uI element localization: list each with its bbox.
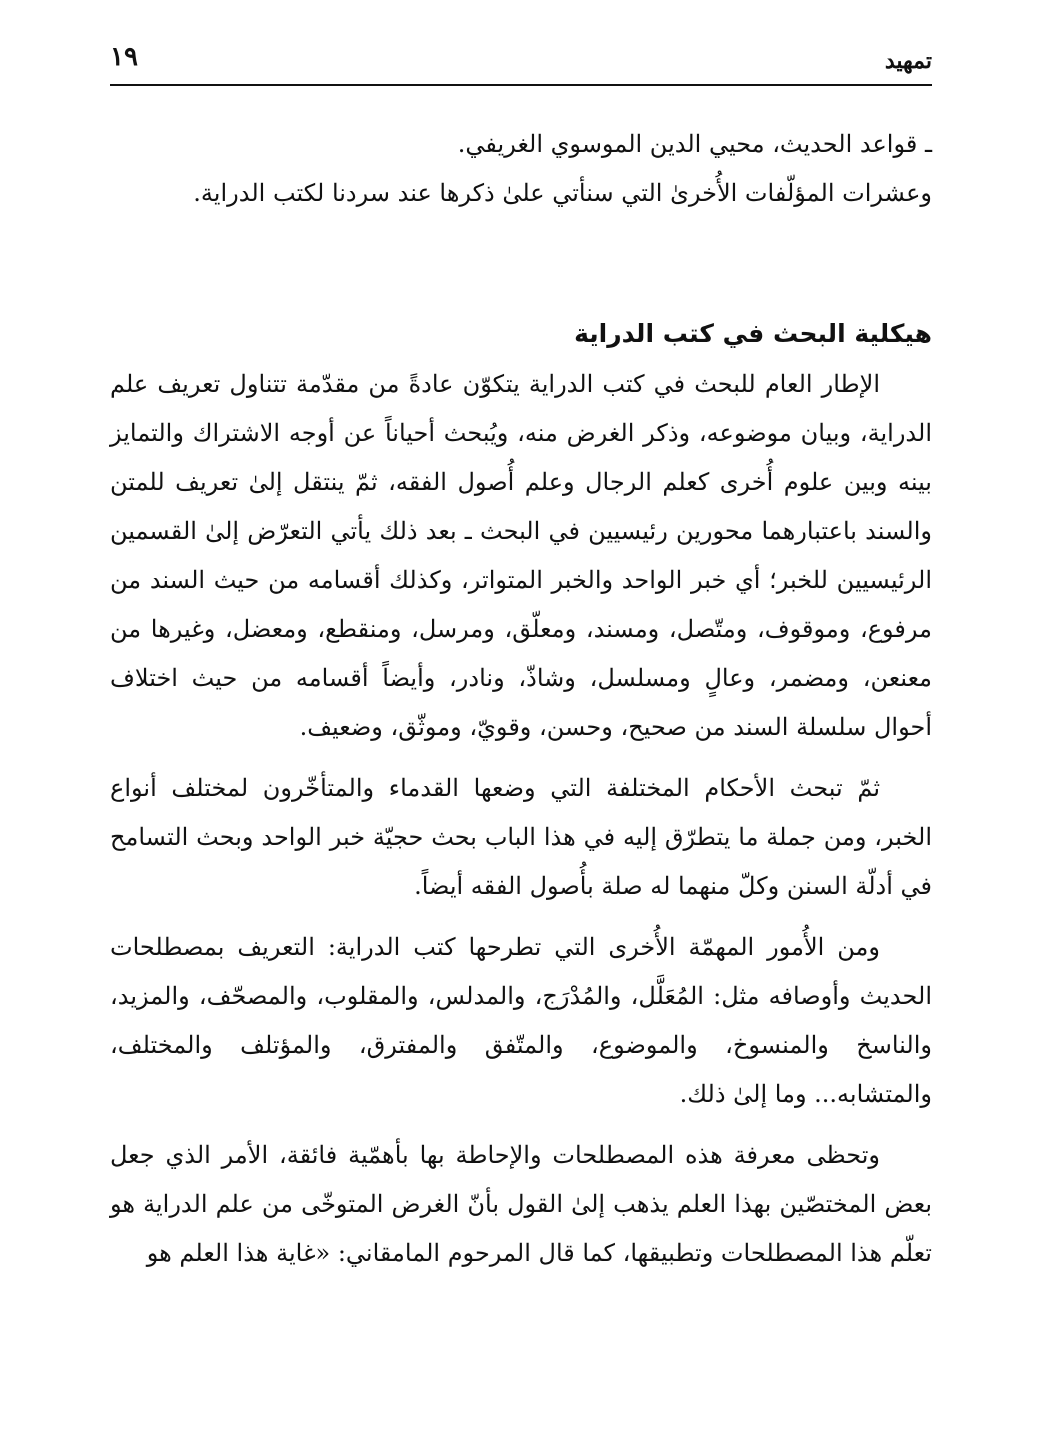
body-paragraph-3: ومن الأُمور المهمّة الأُخرى التي تطرحها كتب الدراية: التعريف بمصطلحات الحديث وأوصافه مثل: المُعَلَّل، والمُدْرَج، والمدلس، والمقلوب، والمصحّف، والمزيد، والناسخ والمنسوخ، والموضوع، والمتّفق والمفترق، والمؤتلف والمختلف، والمتشابه... وما إلىٰ ذلك. xyxy=(110,933,932,1108)
running-title: تمهيد xyxy=(884,48,932,74)
body-paragraph-2: ثمّ تبحث الأحكام المختلفة التي وضعها القدماء والمتأخّرون لمختلف أنواع الخبر، ومن جملة ما يتطرّق إليه في هذا الباب بحث حجيّة خبر الواحد وبحث التسامح في أدلّة السنن وكلّ منهما له صلة بأُصول الفقه أيضاً. xyxy=(110,774,932,900)
body-paragraph-4: وتحظى معرفة هذه المصطلحات والإحاطة بها بأهمّية فائقة، الأمر الذي جعل بعض المختصّين بهذا العلم يذهب إلىٰ القول بأنّ الغرض المتوخّى من علم الدراية هو تعلّم هذا المصطلحات وتطبيقها، كما قال المرحوم المامقاني: «غاية هذا العلم هو xyxy=(110,1141,932,1267)
body-paragraph-1: الإطار العام للبحث في كتب الدراية يتكوّن عادةً من مقدّمة تتناول تعريف علم الدراية، وبيان موضوعه، وذكر الغرض منه، ويُبحث أحياناً عن أوجه الاشتراك والتمايز بينه وبين علوم أُخرى كعلم الرجال وعلم أُصول الفقه، ثمّ ينتقل إلىٰ تعريف للمتن والسند باعتبارهما محورين رئيسيين في البحث ـ بعد ذلك يأتي التعرّض إلىٰ القسمين الرئيسيين للخبر؛ أي خبر الواحد والخبر المتواتر، وكذلك أقسامه من حيث السند من مرفوع، وموقوف، ومتّصل، ومسند، ومعلّق، ومرسل، ومنقطع، ومعضل، وغيرها من معنعن، ومضمر، وعالٍ ومسلسل، وشاذّ، ونادر، وأيضاً أقسامه من حيث اختلاف أحوال سلسلة السند من صحيح، وحسن، وقويّ، وموثّق، وضعيف. xyxy=(110,370,932,741)
header-divider xyxy=(110,84,932,86)
intro-line-2: وعشرات المؤلّفات الأُخرىٰ التي سنأتي علىٰ ذكرها عند سردنا لكتب الدراية. xyxy=(193,179,932,207)
intro-line-1: ـ قواعد الحديث، محيي الدين الموسوي الغريفي. xyxy=(457,130,932,158)
page-body xyxy=(110,120,932,1290)
section-heading: هيكلية البحث في كتب الدراية xyxy=(574,319,932,348)
page-number: ١٩ xyxy=(110,42,138,72)
page-header xyxy=(110,38,932,84)
